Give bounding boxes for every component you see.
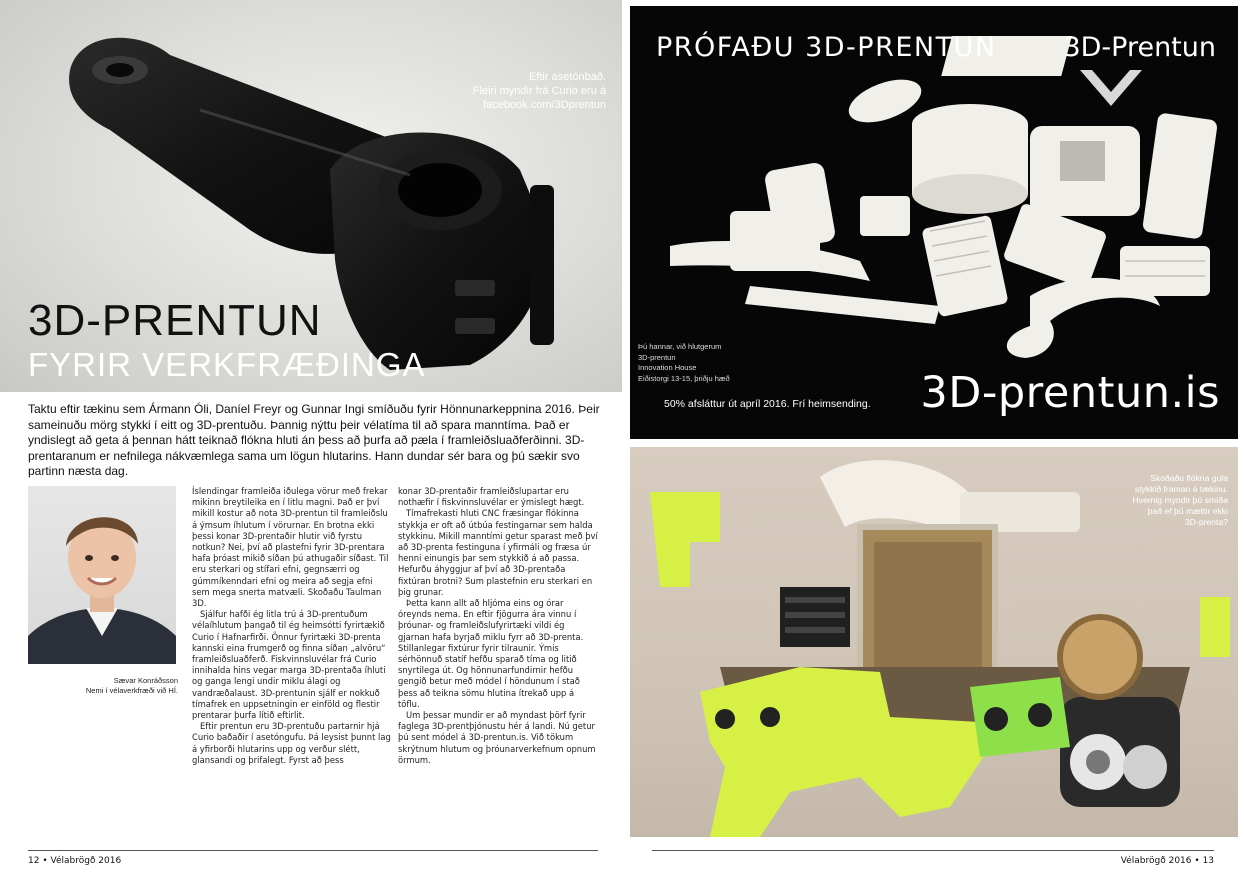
robot-caption-line: það ef þú mættir ekki [1147,506,1228,516]
robot-caption-line: Skoðaðu flókna gula [1150,473,1228,483]
hero-caption-line: Fleiri myndir frá Curio eru á [472,85,606,97]
robot-photo [630,447,1238,837]
ad-brand-logo: 3D-Prentun [1063,32,1216,63]
author-role: Nemi í vélaverkfræði við HÍ. [85,686,178,695]
robot-caption-line: 3D-prenta? [1185,517,1228,527]
author-caption [28,676,178,696]
author-portrait [28,486,176,664]
hero-caption-line: facebook.com/3Dprentun [483,99,606,111]
page-footer-right: Vélabrögð 2016 • 13 [1120,856,1214,866]
article-title: 3D-PRENTUN [28,296,322,345]
article-intro: Taktu eftir tækinu sem Ármann Óli, Daníel Freyr og Gunnar Ingi smíðuðu fyrir Hönnunarkeppnina 2016. Þeir sameinuðu mörg stykki í eitt og 3D-prentuðu. Þannig nýttu þeir vélatíma til að spara manntíma. Það er yndislegt að geta á þennan hátt teiknað flókna hluti án þess að þurfa að pæla í framleiðsluaðferðinni. 3D-prentaranum er nefnilega nákvæmlega sama um lögun hlutarins. Hann dundar sér bara og þú sækir svo partinn næsta dag. [28,402,600,478]
advertisement-3d-prentun [630,6,1238,439]
robot-caption-line: stykkið framan á tækinu. [1134,484,1228,494]
ad-offer: 50% afsláttur út apríl 2016. Frí heimsending. [664,398,871,410]
author-name: Sævar Konráðsson [113,676,178,685]
article-subtitle: FYRIR VERKFRÆÐINGA [28,346,426,383]
article-column-2 [398,486,598,766]
paragraph: Um þessar mundir er að myndast þörf fyrir faglega 3D-prentþjónustu hér á landi. Nú getur þú sent módel á 3D-prentun.is. Við tökum skrýtnum hlutum og þróunarverkefnum opnum örmum. [398,710,596,765]
hero-caption-line: Eftir asetónbað. [528,71,606,83]
ad-address-line: Innovation House [638,363,697,372]
footer-rule-left [28,850,598,851]
robot-caption-line: Hvernig myndir þú smíða [1132,495,1228,505]
ad-address-line: 3D-prentun [638,352,676,362]
paragraph: Þetta kann allt að hljóma eins og órar óreynds nema. En eftir fjögurra ára vinnu í þróunar- og framleiðslufyrirtæki vildi ég gjarnan hafa byrjað miklu fyrr að 3D-prenta. Stillanlegar fixtúrur fyrir tilraunir. Ýmis sérhönnuð statíf hefðu sparað tíma og litið snyrtilega út. Og hönnunarfundirnir hefðu gengið betur með módel í höndunum í stað þess að teikna sömu hlutina ítrekað upp á töflu. [398,598,584,709]
ad-address-line: Eiðistorgi 13-15, þriðju hæð [638,373,730,383]
article-column-1 [192,486,392,766]
portrait-illustration [28,486,176,664]
footer-rule-right [652,850,1214,851]
ad-headline: PRÓFAÐU 3D-PRENTUN [656,32,997,63]
paragraph: Sjálfur hafði ég litla trú á 3D-prentuðum vélaíhlutum þangað til ég heimsótti fyrirtækið Curio í Hafnarfirði. Önnur fyrirtæki 3D-prenta kannski eina frumgerð og finna síðan „alvöru“ framleiðsluaðferð. Fiskvinnsluvélar frá Curio innihalda hins vegar marga 3D-prentaða íhluti og ganga lengi undir miklu álagi og vandræðalaust. 3D-prentunin sjálf er nokkuð tímafrek en uppsetningin er einföld og flestir prentarar þurfa lítið eftirlit. [192,609,386,721]
ad-address-line: Þú hannar, við hlutgerum [638,342,722,351]
paragraph: Tímafrekasti hluti CNC fræsingar flókinna stykkja er oft að útbúa festingarnar sem halda stykkinu. Mikill manntími getur sparast með því að 3D-prenta festinguna í yfirmáli og fræsa úr henni einungis þar sem stykkið á að passa. Hefurðu áhyggjur af því að 3D-prentaða fixtúran brotni? Sum plastefnin eru sterkari en þig grunar. [398,508,598,597]
ad-url: 3D-prentun.is [920,368,1220,418]
page-footer-left: 12 • Vélabrögð 2016 [28,856,122,866]
paragraph: Íslendingar framleiða iðulega vörur með frekar mikinn breytileika en í litlu magni. Það er því mikill kostur að nota 3D-prentun til framleiðslu á ýmsum íhlutum í vörurnar. En brotna ekki þessi konar 3D-prentaðir hlutir við fyrstu notkun? Nei, því að plastefni fyrir 3D-prentara hafa þróast mikið síðan þú athugaðir síðast. Til eru sterkari og stífari efni, gegnsærri og gúmmíkenndari efni og meira að segja efni sem mega snerta matvæli. Skoðaðu Taulman 3D. [192,486,389,609]
hero-photo-black-part [0,0,622,392]
hero-caption [376,70,606,112]
ad-address [638,342,730,384]
robot-caption [1078,473,1228,528]
paragraph: konar 3D-prentaðir framleiðslupartar eru nothæfir í fiskvinnsluvélar er ýmislegt hægt. [398,486,585,508]
paragraph: Eftir prentun eru 3D-prentuðu partarnir hjá Curio baðaðir í asetóngufu. Þá leysist þunnt lag á yfirborði hlutarins upp og verður slétt, glansandi og þrifalegt. Fyrst að þess [192,721,391,765]
